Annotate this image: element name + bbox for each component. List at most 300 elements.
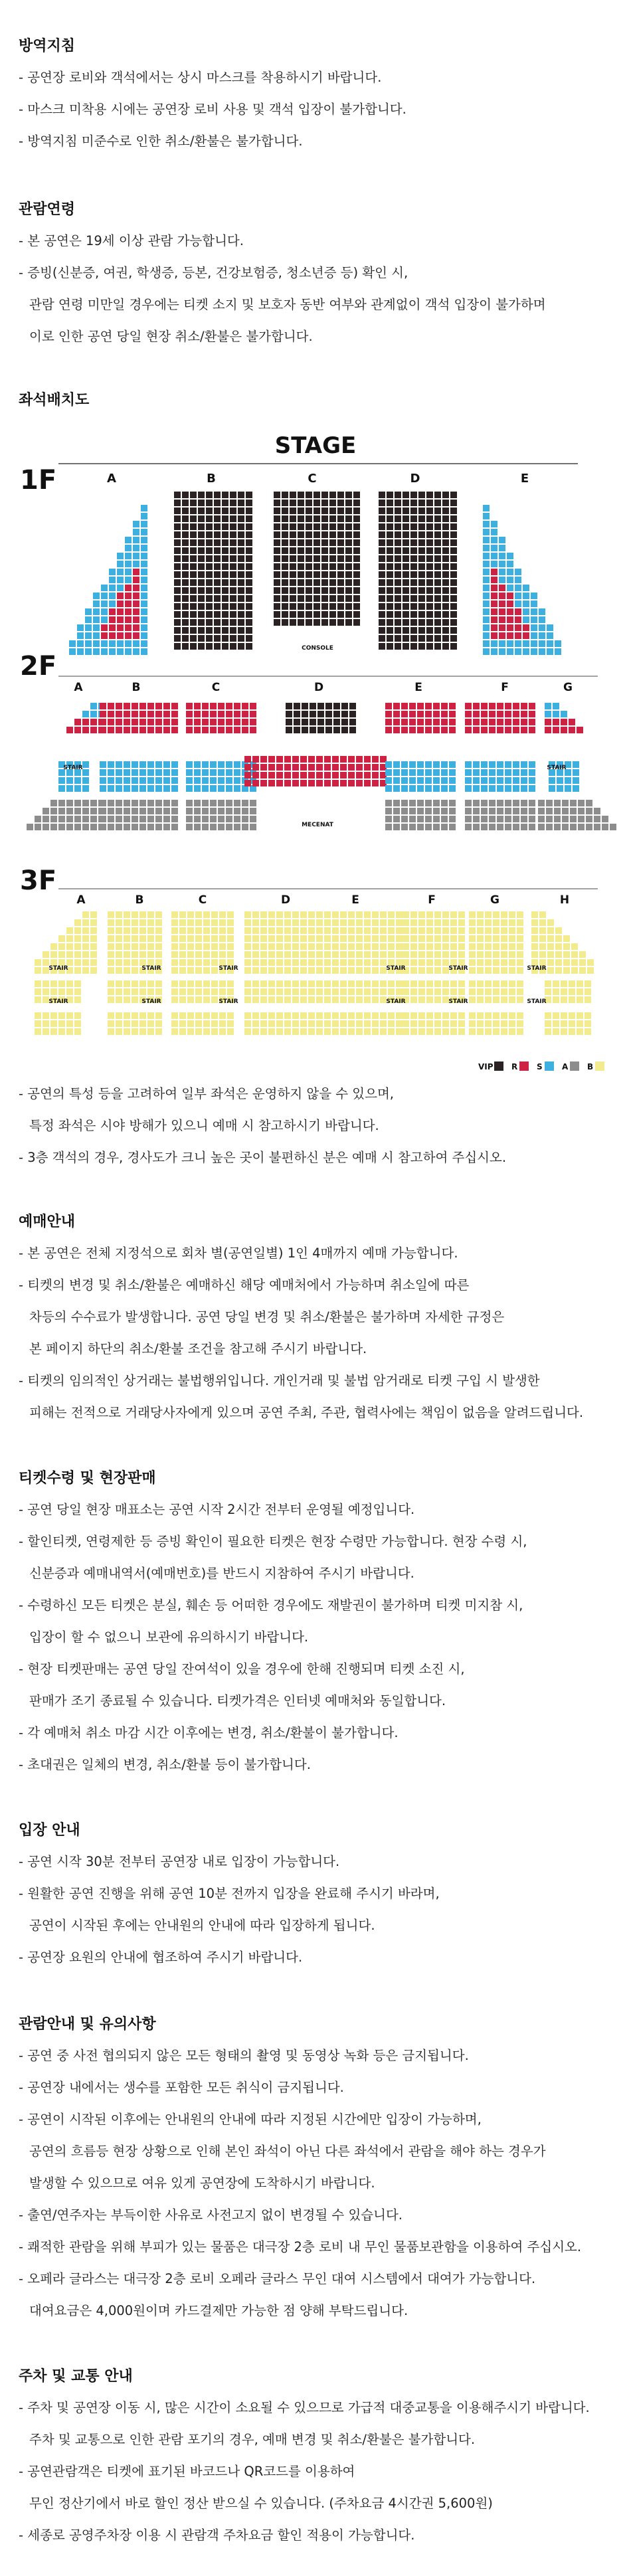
floor-2-section-e-low [385, 800, 456, 830]
seat [395, 595, 401, 602]
seat [418, 563, 425, 570]
seat [260, 980, 267, 987]
seat [364, 780, 371, 786]
seat [531, 943, 538, 950]
seat [139, 808, 146, 814]
seat [100, 761, 106, 768]
seat [505, 785, 511, 792]
seat [521, 727, 527, 733]
seat [379, 515, 385, 522]
seat [308, 1020, 315, 1027]
seat [306, 507, 312, 514]
seat [132, 959, 138, 966]
seat [210, 761, 217, 768]
seat [101, 593, 108, 599]
seat [349, 719, 356, 725]
seat [284, 943, 291, 950]
seat [171, 824, 178, 830]
seat [290, 563, 296, 570]
seat [124, 769, 130, 776]
stair-label: STAIR [141, 998, 161, 1005]
seat [206, 507, 213, 514]
seat [182, 555, 189, 562]
seat [101, 616, 108, 623]
seat [385, 785, 392, 792]
seat [190, 579, 197, 586]
seat [109, 577, 116, 583]
seat [226, 727, 232, 733]
seat [481, 816, 488, 822]
seat [507, 608, 513, 615]
seat [206, 523, 213, 530]
floor-2-section-b-low [100, 800, 178, 830]
seat [238, 507, 244, 514]
seat [155, 785, 162, 792]
seat [485, 980, 492, 987]
seat [174, 531, 181, 538]
seat [485, 911, 492, 918]
seat [340, 1012, 347, 1019]
seat [82, 911, 89, 918]
seat [442, 943, 449, 950]
seat [364, 967, 371, 974]
seat [182, 587, 189, 594]
seat [206, 515, 213, 522]
seat [380, 919, 387, 926]
seat [401, 777, 408, 784]
seat [260, 764, 267, 771]
seat [244, 1028, 251, 1035]
seat [563, 943, 570, 950]
seat [190, 595, 197, 602]
seat [292, 951, 299, 958]
seat [203, 927, 210, 934]
seat [473, 785, 480, 792]
seat [74, 927, 81, 934]
seat [139, 703, 146, 709]
seat [66, 777, 73, 784]
seat [483, 569, 490, 575]
seat [300, 959, 307, 966]
seat [348, 967, 355, 974]
seat [380, 911, 387, 918]
seat [481, 824, 488, 830]
seat [410, 959, 417, 966]
floor-3-section-h-top [531, 911, 594, 974]
seat [385, 777, 392, 784]
seat [300, 980, 307, 987]
seat [329, 500, 336, 506]
seat [226, 711, 232, 717]
floor-3-section-d-low [244, 1012, 323, 1035]
seat [387, 563, 393, 570]
seat [294, 719, 300, 725]
seat [294, 703, 300, 709]
seat [493, 959, 499, 966]
seat [465, 816, 472, 822]
seat [441, 777, 448, 784]
seat [82, 769, 89, 776]
seat [155, 911, 162, 918]
seat [238, 611, 244, 618]
seat [372, 935, 379, 942]
seat [74, 1012, 81, 1019]
seat [417, 824, 424, 830]
seat [274, 492, 280, 498]
seat [222, 531, 228, 538]
seat [292, 772, 299, 779]
seat [393, 785, 400, 792]
seat [577, 996, 583, 1003]
seat [314, 595, 320, 602]
seat [244, 927, 251, 934]
seat [458, 935, 465, 942]
seat [74, 800, 81, 806]
seat [450, 492, 457, 498]
seat [260, 780, 267, 786]
seat [425, 808, 432, 814]
seat [147, 1028, 154, 1035]
seat [58, 824, 65, 830]
seat [203, 911, 210, 918]
seat [433, 719, 440, 725]
floor-2-section-f-low [465, 800, 535, 830]
seat [210, 727, 217, 733]
seat [491, 616, 497, 623]
seat [93, 640, 100, 647]
seat [483, 513, 490, 519]
seat [410, 1028, 417, 1035]
seat [125, 593, 132, 599]
seat [214, 643, 221, 650]
seat [396, 988, 403, 995]
seat [69, 648, 76, 655]
seat [100, 808, 106, 814]
floor-3-section-d-mid [244, 980, 323, 1003]
seat [82, 824, 89, 830]
seat [325, 727, 332, 733]
seat [292, 988, 299, 995]
seat [58, 816, 65, 822]
seat [230, 563, 236, 570]
notice-line: - 수령하신 모든 티켓은 분실, 훼손 등 어떠한 경우에도 재발권이 불가하며 티켓 미지참 시, [19, 1598, 523, 1613]
seat [385, 824, 392, 830]
seat [284, 756, 291, 763]
seat [553, 988, 559, 995]
seat [282, 571, 288, 578]
seat [274, 587, 280, 594]
seat [35, 996, 41, 1003]
seat [195, 919, 202, 926]
seat [300, 756, 307, 763]
seat [483, 648, 490, 655]
seat [124, 785, 130, 792]
seat [539, 616, 545, 623]
seat [491, 624, 497, 631]
seat [450, 603, 457, 610]
seat [284, 919, 291, 926]
seat [321, 579, 328, 586]
seat [426, 571, 433, 578]
seat [252, 959, 259, 966]
seat [531, 911, 538, 918]
seat [116, 980, 122, 987]
notice-line: - 쾌적한 관람을 위해 부피가 있는 물품은 대극장 2층 로비 내 무인 물품보관함을 이용하여 주십시오. [19, 2239, 582, 2254]
seat [554, 824, 561, 830]
seat [218, 769, 225, 776]
seat [210, 800, 217, 806]
seat [190, 611, 197, 618]
seat [442, 579, 449, 586]
seat [292, 980, 299, 987]
seat [372, 1028, 379, 1035]
seat [282, 611, 288, 618]
seat [90, 808, 97, 814]
seat [116, 988, 122, 995]
seat [337, 547, 344, 554]
seat [246, 643, 252, 650]
seat [155, 1028, 162, 1035]
seat [226, 808, 232, 814]
seat [74, 727, 81, 733]
seat [379, 587, 385, 594]
seat [282, 531, 288, 538]
seat [410, 555, 417, 562]
seat [509, 1012, 515, 1019]
seat [74, 988, 81, 995]
seat [425, 727, 432, 733]
seat [108, 1012, 114, 1019]
seat [308, 927, 315, 934]
seat [337, 507, 344, 514]
seat [449, 711, 456, 717]
seat [353, 500, 360, 506]
floor-2-section-e-mid [385, 761, 456, 792]
seat [179, 911, 186, 918]
seat [246, 579, 252, 586]
seat [132, 703, 138, 709]
seat [242, 711, 248, 717]
seat [393, 824, 400, 830]
seat [364, 935, 371, 942]
seat [190, 500, 197, 506]
seat [348, 988, 355, 995]
seat [116, 777, 122, 784]
seat [306, 539, 312, 546]
seat [66, 943, 73, 950]
seat [491, 577, 497, 583]
seat [219, 919, 226, 926]
seat [356, 1020, 363, 1027]
seat [403, 943, 409, 950]
seat [517, 959, 523, 966]
seat [147, 951, 154, 958]
seat [491, 521, 497, 527]
seat [380, 943, 387, 950]
floor-3-section-label: H [559, 893, 570, 907]
seat [364, 756, 371, 763]
seat [294, 711, 300, 717]
stage-label: STAGE [274, 432, 357, 459]
seat [395, 643, 401, 650]
seat [523, 616, 529, 623]
seat [333, 703, 340, 709]
seat [403, 595, 409, 602]
seat [133, 632, 139, 639]
seat [132, 808, 138, 814]
seat [290, 531, 296, 538]
floor-3-section-c-low [171, 1012, 234, 1035]
seat [276, 988, 283, 995]
seat [108, 935, 114, 942]
seat [314, 571, 320, 578]
seat [324, 911, 331, 918]
seat [403, 587, 409, 594]
seat [410, 539, 417, 546]
floor-3-section-e-top [324, 911, 406, 974]
seat [290, 555, 296, 562]
seat [300, 927, 307, 934]
seat [195, 951, 202, 958]
seat [74, 777, 81, 784]
seat [372, 780, 379, 786]
seat [497, 800, 503, 806]
seat [387, 603, 393, 610]
seat [433, 785, 440, 792]
seat [214, 500, 221, 506]
seat [308, 943, 315, 950]
seat [268, 935, 275, 942]
seat [505, 777, 511, 784]
seat [85, 648, 92, 655]
seat [379, 531, 385, 538]
seat [458, 919, 465, 926]
seat [345, 563, 352, 570]
seat [441, 785, 448, 792]
seat [171, 1020, 178, 1027]
seat [252, 756, 259, 763]
seat [473, 769, 480, 776]
seat [426, 515, 433, 522]
seat [109, 632, 116, 639]
seat [473, 719, 480, 725]
seat [340, 772, 347, 779]
seat [418, 507, 425, 514]
seat [190, 531, 197, 538]
seat [507, 553, 513, 559]
seat [553, 711, 559, 717]
seat [505, 711, 511, 717]
seat [356, 943, 363, 950]
seat [139, 727, 146, 733]
seat [497, 761, 503, 768]
seat [554, 808, 561, 814]
floor-1-section-label: B [207, 472, 216, 486]
seat [238, 603, 244, 610]
seat [477, 1028, 484, 1035]
seat [268, 980, 275, 987]
seat [569, 1012, 575, 1019]
seat [337, 515, 344, 522]
seat [364, 980, 371, 987]
seat [379, 523, 385, 530]
seat [364, 911, 371, 918]
seat [395, 611, 401, 618]
seat [348, 1028, 355, 1035]
seat [82, 777, 89, 784]
seat [141, 545, 147, 551]
seat [549, 785, 555, 792]
seat [124, 1012, 130, 1019]
seat [395, 539, 401, 546]
seat [501, 943, 507, 950]
seat [497, 769, 503, 776]
seat [380, 1020, 387, 1027]
seat [171, 1028, 178, 1035]
seat [442, 603, 449, 610]
seat [521, 808, 527, 814]
seat [434, 911, 441, 918]
seat [385, 769, 392, 776]
seat [66, 816, 73, 822]
seat [434, 555, 441, 562]
seat [450, 951, 457, 958]
seat [230, 547, 236, 554]
seat [116, 1028, 122, 1035]
seat [434, 500, 441, 506]
seat [246, 492, 252, 498]
seat [337, 500, 344, 506]
seat [449, 785, 456, 792]
seat [290, 523, 296, 530]
seat [578, 808, 585, 814]
seat [348, 764, 355, 771]
seat [449, 777, 456, 784]
seat [171, 1012, 178, 1019]
seat [497, 711, 503, 717]
seat [549, 777, 555, 784]
seat [434, 587, 441, 594]
seat [198, 507, 205, 514]
seat [93, 616, 100, 623]
seat [505, 808, 511, 814]
seat [491, 600, 497, 607]
seat [284, 764, 291, 771]
seat [198, 595, 205, 602]
seat [441, 800, 448, 806]
seat [292, 756, 299, 763]
seat [329, 563, 336, 570]
seat [244, 935, 251, 942]
seat [222, 523, 228, 530]
seat [340, 780, 347, 786]
seat [219, 1012, 226, 1019]
seat [124, 1028, 130, 1035]
seat [108, 951, 114, 958]
seat [276, 780, 283, 786]
seat [222, 619, 228, 626]
seat [458, 951, 465, 958]
seat [356, 919, 363, 926]
seat [108, 816, 114, 822]
seat [50, 988, 57, 995]
seat [308, 967, 315, 974]
floor-1-section-label: A [107, 472, 116, 486]
seat [501, 996, 507, 1003]
seat [116, 761, 122, 768]
seat [403, 911, 409, 918]
seat [252, 943, 259, 950]
